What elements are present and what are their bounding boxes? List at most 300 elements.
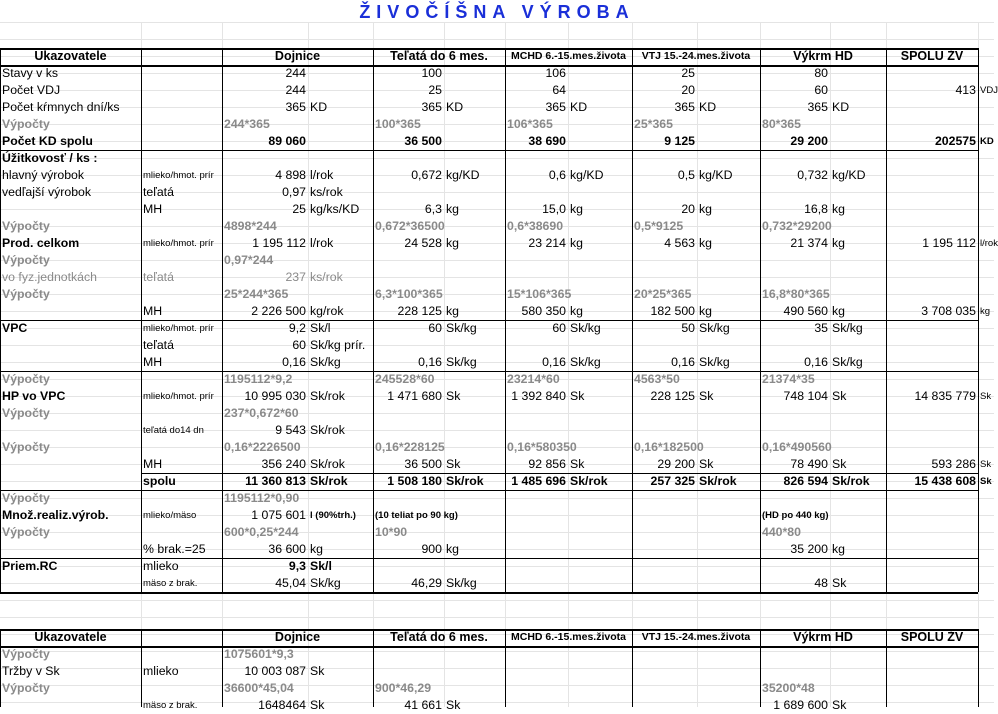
cell-value: 20	[681, 202, 695, 216]
grid-line	[0, 498, 994, 499]
cell-unit: Sk/kg	[310, 355, 341, 369]
cell-value: 60	[814, 83, 828, 97]
cell-value: 0,732	[797, 168, 828, 182]
cell-value: 36 600	[268, 542, 306, 556]
cell-value: 1 689 600	[773, 698, 828, 712]
cell-unit: Sk/rok	[310, 389, 345, 403]
row-label: Stavy v ks	[2, 66, 59, 80]
cell-value: 0,16	[542, 355, 566, 369]
grid-line	[0, 600, 994, 601]
cell-unit: KD	[570, 100, 588, 114]
cell-value: 10 995 030	[244, 389, 306, 403]
cell-unit: Sk/l	[310, 321, 331, 335]
grid-line	[0, 558, 978, 559]
cell-value: 36 500	[404, 134, 442, 148]
cell-value: 25	[292, 202, 306, 216]
cell-value: 9 125	[664, 134, 695, 148]
row-sublabel: mlieko	[143, 664, 179, 678]
cell-value: 0,672	[411, 168, 442, 182]
row-label: Počet VDJ	[2, 83, 61, 97]
row-label: Výpočty	[2, 253, 50, 267]
cell-value: 1 471 680	[387, 389, 442, 403]
grid-line	[886, 629, 887, 646]
grid-line	[0, 629, 978, 631]
cell-value: 78 490	[790, 457, 828, 471]
column-header-dojnice: Dojnice	[274, 630, 321, 644]
cell-unit: Sk/kg	[446, 321, 477, 335]
cell-value: 1 075 601	[251, 508, 306, 522]
cell-value: 4 898	[275, 168, 306, 182]
cell-unit: kg	[832, 304, 845, 318]
grid-line	[373, 629, 374, 646]
row-sublabel: spolu	[143, 474, 176, 488]
calc-formula: 16,8*80*365	[762, 287, 830, 301]
cell-unit: Sk	[310, 698, 325, 712]
row-label: Výpočty	[2, 491, 50, 505]
calc-formula: 10*90	[375, 525, 408, 539]
grid-line	[0, 141, 994, 142]
column-header-spolu: SPOLU ŽV	[900, 49, 964, 63]
cell-value: 35 200	[790, 542, 828, 556]
cell-value: 182 500	[650, 304, 695, 318]
cell-value: 0,97	[282, 185, 306, 199]
cell-value: 1 195 112	[252, 236, 306, 250]
grid-line	[505, 629, 506, 646]
cell-value: 15,0	[542, 202, 566, 216]
cell-value: 36 500	[404, 457, 442, 471]
cell-unit: kg	[699, 236, 712, 250]
cell-value: 1648464	[258, 698, 306, 712]
cell-value: 365	[674, 100, 695, 114]
cell-unit: kg/ks/KD	[310, 202, 360, 216]
row-sublabel: mlieko/hmot. prír	[143, 391, 214, 402]
calc-formula: 15*106*365	[507, 287, 572, 301]
cell-value: 60	[552, 321, 566, 335]
cell-unit: Sk	[832, 576, 847, 590]
column-header-indicators: Ukazovatele	[34, 630, 107, 644]
cell-unit: Sk/kg	[832, 321, 863, 335]
cell-value: 228 125	[397, 304, 442, 318]
cell-unit: kg	[699, 202, 712, 216]
cell-unit: Sk	[832, 457, 847, 471]
cell-unit: Sk	[832, 389, 847, 403]
column-header-telata: Teľatá do 6 mes.	[390, 49, 488, 63]
calc-formula: 1075601*9,3	[224, 647, 294, 661]
calc-formula: 100*365	[375, 117, 421, 131]
grid-line	[373, 48, 374, 65]
grid-line	[373, 646, 374, 707]
row-sublabel: mlieko/hmot. prír	[143, 323, 214, 334]
row-label: Počet kŕmnych dní/ks	[2, 100, 120, 114]
column-header-vtj: VTJ 15.-24.mes.života	[641, 50, 751, 62]
cell-unit: kg	[570, 304, 583, 318]
cell-value: 29 200	[657, 457, 695, 471]
cell-value: 25	[428, 83, 442, 97]
grid-line	[760, 629, 761, 646]
cell-value: 9,2	[288, 321, 306, 335]
cell-value: 50	[681, 321, 695, 335]
cell-unit: Sk/rok	[310, 474, 348, 488]
cell-value: 356 240	[261, 457, 306, 471]
row-sublabel: mlieko	[143, 559, 179, 573]
cell-value: 64	[552, 83, 566, 97]
column-header-spolu: SPOLU ŽV	[900, 630, 964, 644]
cell-value: 1 485 696	[511, 474, 566, 488]
column-header-mchd: MCHD 6.-15.mes.života	[511, 631, 626, 643]
cell-unit: KD	[310, 100, 328, 114]
grid-line	[632, 48, 633, 65]
row-label: Výpočty	[2, 117, 50, 131]
grid-line	[0, 65, 1, 592]
row-label: Výpočty	[2, 287, 50, 301]
cell-unit: ks/rok	[310, 185, 343, 199]
column-header-vtj: VTJ 15.-24.mes.života	[641, 631, 751, 643]
grid-line	[632, 65, 633, 592]
grid-line	[141, 48, 142, 65]
grid-line	[978, 48, 979, 65]
row-label: hlavný výrobok	[2, 168, 85, 182]
column-header-mchd: MCHD 6.-15.mes.života	[511, 50, 626, 62]
cell-value: 60	[428, 321, 442, 335]
cell-value: 365	[285, 100, 306, 114]
grid-line	[632, 646, 633, 707]
cell-unit: Sk	[446, 698, 461, 712]
grid-line	[222, 646, 223, 707]
cell-unit: Sk	[446, 389, 461, 403]
row-label: Výpočty	[2, 440, 50, 454]
cell-unit: Sk/rok	[446, 474, 484, 488]
calc-formula: 237*0,672*60	[224, 406, 299, 420]
row-sublabel: MH	[143, 202, 163, 216]
cell-unit: kg	[832, 202, 845, 216]
cell-value: 748 104	[783, 389, 828, 403]
cell-value: 16,8	[804, 202, 828, 216]
grid-line	[760, 48, 761, 65]
grid-line	[0, 320, 978, 321]
grid-line	[222, 629, 223, 646]
row-label: Výpočty	[2, 406, 50, 420]
cell-value: 20	[681, 83, 695, 97]
cell-value: 0,16	[804, 355, 828, 369]
cell-unit: Sk	[570, 389, 585, 403]
cell-unit: Sk	[699, 457, 714, 471]
cell-unit: KD	[980, 136, 994, 147]
cell-unit: Sk/rok	[832, 474, 870, 488]
calc-formula: 80*365	[762, 117, 801, 131]
row-sublabel: teľatá do14 dn	[143, 425, 204, 436]
cell-unit: Sk/kg	[310, 576, 341, 590]
cell-unit: KD	[832, 100, 850, 114]
grid-line	[0, 646, 1, 707]
cell-value: 365	[421, 100, 442, 114]
cell-unit: Sk/rok	[699, 474, 737, 488]
cell-unit: ks/rok	[310, 270, 343, 284]
cell-value: 593 286	[931, 457, 976, 471]
cell-value: 23 214	[528, 236, 566, 250]
grid-line	[0, 646, 978, 648]
cell-unit: KD	[446, 100, 464, 114]
column-header-indicators: Ukazovatele	[34, 49, 107, 63]
grid-line	[0, 260, 994, 261]
grid-line	[373, 65, 374, 592]
row-sublabel: teľatá	[143, 270, 174, 284]
row-sublabel: MH	[143, 457, 163, 471]
row-label: HP vo VPC	[2, 389, 66, 403]
grid-line	[886, 48, 887, 65]
cell-value: 490 560	[783, 304, 828, 318]
cell-unit: kg	[446, 304, 459, 318]
cell-value: 89 060	[268, 134, 306, 148]
calc-formula: 21374*35	[762, 372, 815, 386]
grid-line	[505, 646, 506, 707]
calc-formula: 0,16*2226500	[224, 440, 301, 454]
row-label: VPC	[2, 321, 28, 335]
column-header-telata: Teľatá do 6 mes.	[390, 630, 488, 644]
calc-formula: 600*0,25*244	[224, 525, 299, 539]
grid-line	[760, 65, 761, 592]
cell-unit: Sk	[832, 698, 847, 712]
cell-unit: Sk/kg	[570, 355, 601, 369]
cell-unit: kg	[446, 202, 459, 216]
grid-line	[0, 39, 994, 40]
calc-formula: 0,5*9125	[634, 219, 684, 233]
calc-formula: 0,16*228125	[375, 440, 445, 454]
calc-formula: 0,97*244	[224, 253, 274, 267]
cell-unit: Sk	[310, 664, 325, 678]
cell-value: 244	[285, 83, 306, 97]
cell-value: 48	[814, 576, 828, 590]
calc-formula: 106*365	[507, 117, 553, 131]
calc-formula: 0,16*182500	[634, 440, 704, 454]
row-sublabel: MH	[143, 304, 163, 318]
cell-value: 80	[814, 66, 828, 80]
cell-value: 202575	[934, 134, 976, 148]
grid-line	[505, 48, 506, 65]
grid-line	[0, 48, 1, 65]
row-sublabel: mlieko/mäso	[143, 510, 197, 521]
cell-value: 237	[285, 270, 306, 284]
grid-line	[141, 629, 142, 646]
grid-line	[141, 646, 142, 707]
grid-line	[0, 651, 994, 652]
cell-value: 257 325	[650, 474, 695, 488]
cell-unit: kg	[699, 304, 712, 318]
grid-line	[505, 65, 506, 592]
cell-unit: Sk/kg	[832, 355, 863, 369]
cell-value: 25	[681, 66, 695, 80]
cell-unit: Sk/rok	[570, 474, 608, 488]
cell-value: 900	[421, 542, 442, 556]
calc-formula: 4898*244	[224, 219, 277, 233]
grid-line	[978, 65, 979, 592]
cell-value: 35	[814, 321, 828, 335]
cell-unit: Sk	[446, 457, 461, 471]
cell-unit: Sk/kg	[699, 355, 730, 369]
calc-formula: 36600*45,04	[224, 681, 294, 695]
row-label: Výpočty	[2, 219, 50, 233]
cell-value: 1 392 840	[511, 389, 566, 403]
cell-unit: Sk/kg prír.	[310, 338, 366, 352]
cell-value: 365	[545, 100, 566, 114]
cell-value: 365	[807, 100, 828, 114]
cell-unit: Sk	[980, 391, 992, 402]
cell-unit: kg	[980, 306, 991, 317]
grid-line	[978, 629, 979, 646]
cell-value: 9 543	[275, 423, 306, 437]
cell-unit: kg/KD	[446, 168, 480, 182]
cell-value: 413	[955, 83, 976, 97]
cell-unit: kg	[832, 236, 845, 250]
cell-unit: l (90%trh.)	[310, 510, 356, 521]
column-header-vykrm: Výkrm HD	[793, 630, 853, 644]
grid-line	[0, 629, 1, 646]
calc-formula: 245528*60	[375, 372, 435, 386]
cell-value: 0,6	[548, 168, 566, 182]
cell-value: 3 708 035	[921, 304, 976, 318]
grid-line	[978, 646, 979, 707]
cell-unit: kg	[446, 542, 459, 556]
row-label: vedľajší výrobok	[2, 185, 92, 199]
row-sublabel: mäso z brak.	[143, 578, 198, 589]
cell-unit: Sk	[980, 476, 992, 487]
calc-formula: 6,3*100*365	[375, 287, 443, 301]
row-label: Výpočty	[2, 681, 50, 695]
cell-value: 11 360 813	[245, 474, 306, 488]
grid-line	[0, 413, 994, 414]
cell-value: 2 226 500	[251, 304, 306, 318]
grid-line	[632, 629, 633, 646]
cell-value: 244	[285, 66, 306, 80]
cell-value: 21 374	[790, 236, 828, 250]
calc-formula: 4563*50	[634, 372, 680, 386]
cell-value: 24 528	[404, 236, 442, 250]
row-sublabel: % brak.=25	[143, 542, 206, 556]
cell-value: 1 195 112	[922, 236, 976, 250]
calc-formula: 900*46,29	[375, 681, 432, 695]
calc-formula: 25*365	[634, 117, 673, 131]
cell-unit: Sk/rok	[310, 423, 345, 437]
row-label: Úžitkovosť / ks :	[2, 151, 98, 165]
row-sublabel: mlieko/hmot. prír	[143, 238, 214, 249]
grid-line	[0, 158, 994, 159]
row-label: Priem.RC	[2, 559, 58, 573]
grid-line	[141, 473, 978, 474]
cell-value: 41 661	[404, 698, 442, 712]
cell-unit: l/rok	[310, 236, 334, 250]
cell-value: 0,16	[282, 355, 306, 369]
calc-formula: 244*365	[224, 117, 270, 131]
calc-formula: 35200*48	[762, 681, 815, 695]
grid-line	[0, 617, 994, 618]
calc-formula: 23214*60	[507, 372, 560, 386]
row-label: Výpočty	[2, 372, 50, 386]
cell-value: 60	[292, 338, 306, 352]
grid-line	[0, 65, 978, 67]
row-label: Prod. celkom	[2, 236, 80, 250]
row-label: Výpočty	[2, 525, 50, 539]
cell-unit: Sk	[570, 457, 585, 471]
calc-formula: 0,6*38690	[507, 219, 564, 233]
grid-line	[0, 22, 994, 23]
cell-value: 9,3	[288, 559, 306, 573]
cell-unit: Sk/l	[310, 559, 332, 573]
cell-value: 15 438 608	[914, 474, 976, 488]
row-sublabel: MH	[143, 355, 163, 369]
cell-value: 0,16	[671, 355, 695, 369]
cell-value: 4 563	[664, 236, 695, 250]
calc-formula: 25*244*365	[224, 287, 289, 301]
cell-unit: Sk/rok	[310, 457, 345, 471]
grid-line	[0, 592, 978, 594]
note-text: (10 teliat po 90 kg)	[375, 510, 458, 521]
cell-unit: kg	[310, 542, 323, 556]
calc-formula: 20*25*365	[634, 287, 692, 301]
cell-unit: kg/rok	[310, 304, 344, 318]
grid-line	[0, 90, 994, 91]
grid-line	[886, 646, 887, 707]
cell-value: 10 003 087	[244, 664, 306, 678]
grid-line	[141, 65, 142, 592]
cell-unit: Sk	[980, 459, 992, 470]
grid-line	[222, 65, 223, 592]
calc-formula: 1195112*0,90	[224, 491, 300, 505]
cell-unit: l/rok	[310, 168, 334, 182]
row-label: Výpočty	[2, 647, 50, 661]
grid-line	[0, 371, 978, 372]
cell-unit: Sk/kg	[699, 321, 730, 335]
cell-unit: VDJ	[980, 85, 998, 96]
cell-value: 6,3	[424, 202, 442, 216]
grid-line	[760, 646, 761, 707]
row-sublabel: teľatá	[143, 338, 174, 352]
calc-formula: 1195112*9,2	[224, 372, 293, 386]
cell-unit: KD	[699, 100, 717, 114]
grid-line	[0, 48, 978, 50]
cell-unit: Sk/kg	[446, 576, 477, 590]
grid-line	[222, 48, 223, 65]
row-sublabel: mäso z brak.	[143, 700, 198, 711]
cell-unit: kg/KD	[832, 168, 866, 182]
cell-value: 228 125	[650, 389, 695, 403]
cell-unit: kg	[570, 236, 583, 250]
note-text: (HD po 440 kg)	[762, 510, 829, 521]
cell-unit: kg	[446, 236, 459, 250]
cell-unit: kg	[832, 542, 845, 556]
calc-formula: 0,16*580350	[507, 440, 577, 454]
cell-value: 92 856	[528, 457, 566, 471]
cell-value: 38 690	[528, 134, 566, 148]
cell-value: 0,5	[677, 168, 695, 182]
grid-line	[0, 73, 994, 74]
calc-formula: 0,732*29200	[762, 219, 832, 233]
column-header-vykrm: Výkrm HD	[793, 49, 853, 63]
cell-unit: Sk/kg	[570, 321, 601, 335]
cell-value: 45,04	[275, 576, 306, 590]
cell-value: 826 594	[783, 474, 828, 488]
cell-unit: Sk	[699, 389, 714, 403]
sheet-title: ŽIVOČÍŠNA VÝROBA	[359, 2, 635, 22]
row-sublabel: mlieko/hmot. prír	[143, 170, 214, 181]
cell-value: 580 350	[521, 304, 566, 318]
cell-value: 14 835 779	[914, 389, 976, 403]
grid-line	[886, 65, 887, 592]
cell-unit: kg	[570, 202, 583, 216]
calc-formula: 440*80	[762, 525, 801, 539]
cell-value: 100	[421, 66, 442, 80]
row-label: Počet KD spolu	[2, 134, 93, 148]
grid-line	[0, 150, 978, 151]
calc-formula: 0,672*36500	[375, 219, 445, 233]
